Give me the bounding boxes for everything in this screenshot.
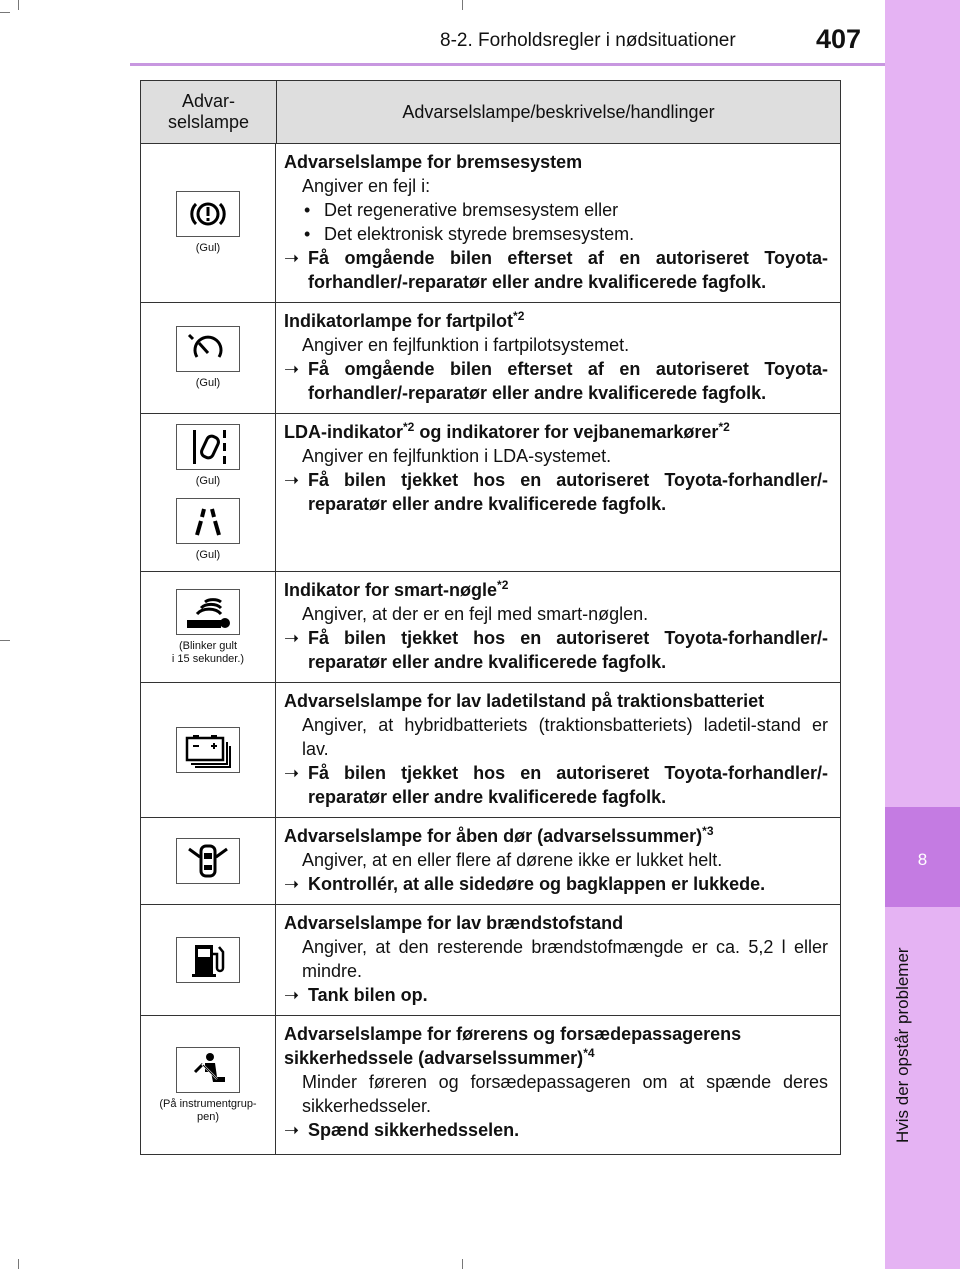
crop-mark	[0, 12, 10, 13]
action-instruction	[284, 357, 828, 405]
lamp-cell	[141, 1016, 276, 1154]
lamp-cell	[141, 303, 276, 413]
column-header-lamp: Advar- selslampe	[141, 81, 277, 143]
description-cell	[276, 1016, 840, 1154]
table-row	[141, 683, 840, 818]
arrow-right-icon: ➝	[284, 874, 300, 894]
lane-marker-icon	[176, 498, 240, 544]
table-row	[141, 818, 840, 905]
warning-description: Angiver en fejlfunktion i LDA-systemet.	[302, 446, 612, 466]
warning-title-text: og indikatorer for vejbanemarkører	[414, 422, 719, 442]
description-cell	[276, 144, 840, 302]
warning-description: Minder føreren og forsædepassageren om at spænde deres sikkerhedsseler.	[302, 1072, 828, 1116]
crop-mark	[18, 0, 19, 10]
traction-battery-icon	[176, 727, 240, 773]
crop-mark	[0, 640, 10, 641]
smart-key-icon	[176, 589, 240, 635]
table-row	[141, 1016, 840, 1154]
door-open-icon	[176, 838, 240, 884]
warning-title-text: Advarselslampe for lav ladetilstand på traktionsbatteriet	[284, 691, 765, 711]
bullet-item	[284, 222, 828, 246]
warning-lamp-table	[140, 80, 841, 1155]
warning-title-text: Advarselslampe for bremsesystem	[284, 152, 583, 172]
header-rule	[130, 63, 885, 66]
brake-warning-icon	[176, 191, 240, 237]
footnote-ref: *2	[513, 309, 525, 323]
action-text: Spænd sikkerhedsselen.	[308, 1120, 520, 1140]
table-row	[141, 905, 840, 1016]
warning-title-text: Advarselslampe for åben dør (advarselssummer)	[284, 826, 703, 846]
warning-title	[284, 911, 828, 935]
action-instruction	[284, 246, 828, 294]
action-instruction	[284, 872, 828, 896]
bullet-text: Det elektronisk styrede bremsesystem.	[324, 224, 635, 244]
footnote-ref: *4	[583, 1046, 595, 1060]
lamp-cell	[141, 144, 276, 302]
lamp-caption: (Gul)	[195, 548, 221, 561]
action-text: Få bilen tjekket hos en autoriseret Toyota-forhandler/-reparatør eller andre kvalificerede fagfolk.	[308, 470, 828, 514]
warning-description: Angiver, at den resterende brændstofmængde er ca. 5,2 l eller mindre.	[302, 937, 828, 981]
column-header-description: Advarselslampe/beskrivelse/handlinger	[402, 101, 715, 122]
lamp-cell	[141, 905, 276, 1015]
warning-title	[284, 420, 828, 444]
warning-title	[284, 689, 828, 713]
warning-title-text: Indikatorlampe for fartpilot	[284, 311, 514, 331]
footnote-ref: *2	[718, 420, 730, 434]
action-text: Få omgående bilen efterset af en autoriseret Toyota-forhandler/-reparatør eller andre kvalificerede fagfolk.	[308, 359, 828, 403]
arrow-right-icon: ➝	[284, 1120, 300, 1140]
warning-title	[284, 309, 828, 333]
description-cell	[276, 905, 840, 1015]
table-row	[141, 572, 840, 683]
warning-description: Angiver, at der er en fejl med smart-nøglen.	[302, 604, 649, 624]
chapter-number: 8	[917, 850, 928, 869]
warning-title-text: Advarselslampe for lav brændstofstand	[284, 913, 624, 933]
lamp-cell	[141, 683, 276, 817]
footnote-ref: *3	[702, 824, 714, 838]
action-instruction	[284, 983, 828, 1007]
fuel-pump-icon	[176, 937, 240, 983]
lamp-cell	[141, 572, 276, 682]
bullet-item	[284, 198, 828, 222]
warning-description: Angiver, at hybridbatteriets (traktionsbatteriets) ladetil-stand er lav.	[302, 715, 828, 759]
bullet-text: Det regenerative bremsesystem eller	[324, 200, 619, 220]
lamp-caption: (Gul)	[195, 242, 221, 254]
warning-title	[284, 150, 828, 174]
warning-description: Angiver, at en eller flere af dørene ikke er lukket helt.	[302, 850, 723, 870]
table-row	[141, 144, 840, 303]
action-instruction	[284, 1118, 828, 1142]
crop-mark	[462, 0, 463, 10]
action-instruction	[284, 761, 828, 809]
page-number: 407	[816, 24, 862, 54]
action-text: Kontrollér, at alle sidedøre og bagklappen er lukkede.	[308, 874, 766, 894]
cruise-control-icon	[176, 326, 240, 372]
warning-title-text: Indikator for smart-nøgle	[284, 580, 498, 600]
warning-description: Angiver en fejl i:	[302, 176, 431, 196]
warning-description: Angiver en fejlfunktion i fartpilotsystemet.	[302, 335, 630, 355]
warning-title	[284, 578, 828, 602]
arrow-right-icon: ➝	[284, 985, 300, 1005]
arrow-right-icon: ➝	[284, 763, 300, 783]
action-instruction	[284, 468, 828, 516]
warning-title-text: LDA-indikator	[284, 422, 403, 442]
description-cell	[276, 303, 840, 413]
chapter-title: Hvis der opstår problemer	[893, 947, 912, 1143]
description-cell	[276, 414, 840, 571]
lamp-caption: (På instrumentgrup- pen)	[159, 1097, 257, 1123]
lamp-cell	[141, 414, 276, 571]
action-text: Få bilen tjekket hos en autoriseret Toyota-forhandler/-reparatør eller andre kvalificerede fagfolk.	[308, 628, 828, 672]
warning-title	[284, 824, 828, 848]
lamp-caption: (Gul)	[195, 474, 221, 487]
lane-departure-icon	[176, 424, 240, 470]
footnote-ref: *2	[403, 420, 415, 434]
crop-mark	[18, 1259, 19, 1269]
action-text: Få bilen tjekket hos en autoriseret Toyota-forhandler/-reparatør eller andre kvalificerede fagfolk.	[308, 763, 828, 807]
table-row	[141, 414, 840, 572]
footnote-ref: *2	[497, 578, 509, 592]
description-cell	[276, 572, 840, 682]
lamp-caption: (Blinker gult i 15 sekunder.)	[171, 639, 245, 665]
arrow-right-icon: ➝	[284, 248, 300, 268]
table-row	[141, 303, 840, 414]
section-title: 8-2. Forholdsregler i nødsituationer	[440, 30, 736, 51]
lamp-caption: (Gul)	[195, 377, 221, 389]
seatbelt-icon	[176, 1047, 240, 1093]
table-header	[141, 81, 840, 144]
description-cell	[276, 683, 840, 817]
arrow-right-icon: ➝	[284, 470, 300, 490]
lamp-cell	[141, 818, 276, 904]
arrow-right-icon: ➝	[284, 359, 300, 379]
crop-mark	[462, 1259, 463, 1269]
action-text: Tank bilen op.	[308, 985, 428, 1005]
arrow-right-icon: ➝	[284, 628, 300, 648]
action-text: Få omgående bilen efterset af en autoriseret Toyota-forhandler/-reparatør eller andre kvalificerede fagfolk.	[308, 248, 828, 292]
action-instruction	[284, 626, 828, 674]
description-cell	[276, 818, 840, 904]
warning-title	[284, 1022, 828, 1070]
warning-title-text: Advarselslampe for førerens og forsædepassagerens sikkerhedssele (advarselssummer)	[284, 1024, 742, 1068]
